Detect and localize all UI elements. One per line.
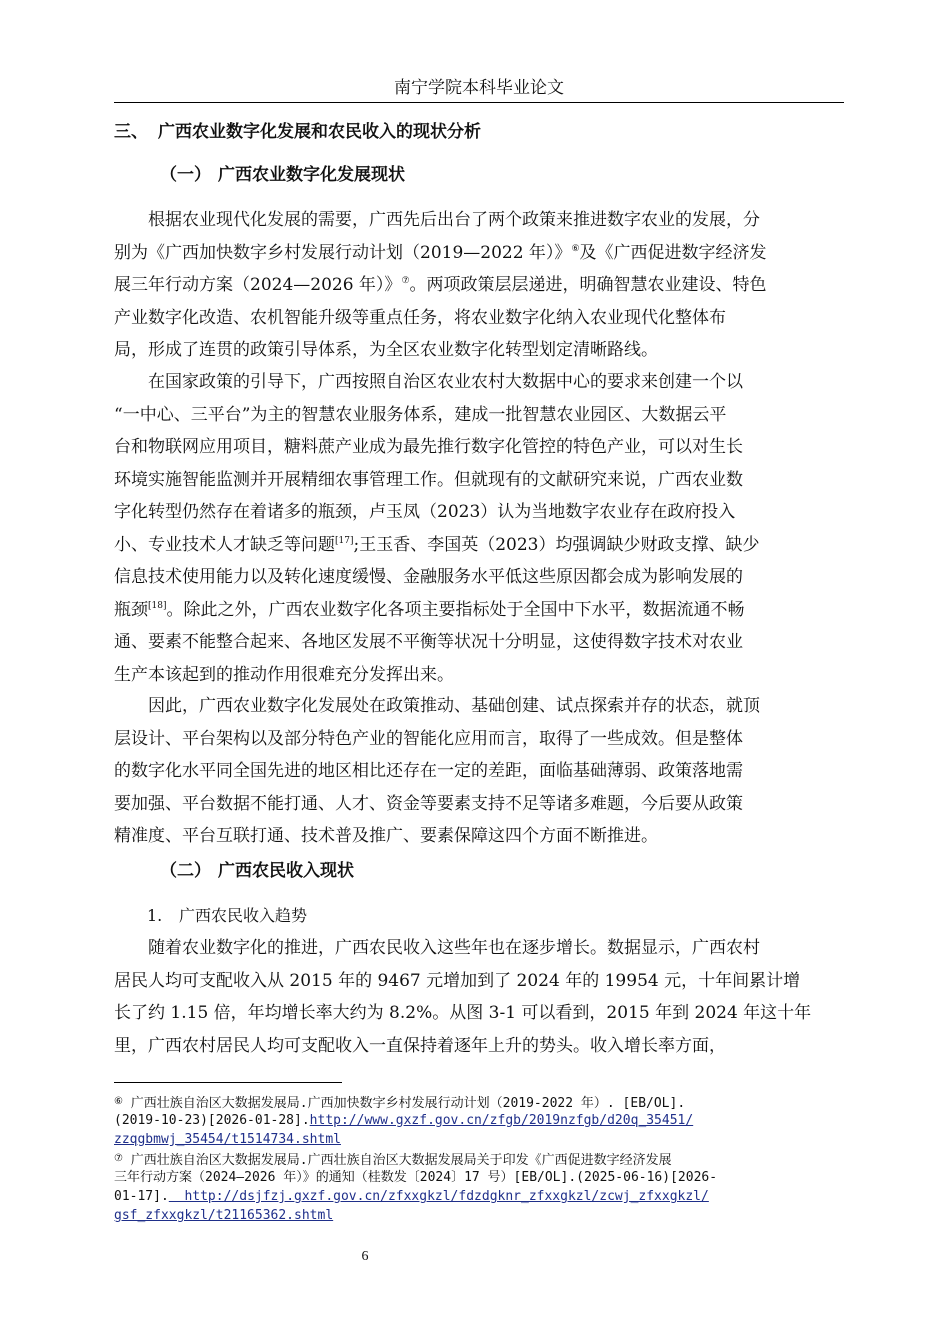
text-line: 瓶颈[18]。除此之外，广西农业数字化各项主要指标处于全国中下水平，数据流通不畅 <box>114 599 745 620</box>
subsection-heading-2 <box>160 857 354 885</box>
footnotes <box>114 1092 844 1225</box>
paragraph-status <box>114 366 844 691</box>
subsection-title: 广西农民收入现状 <box>218 861 354 881</box>
subsection-heading-1 <box>160 161 405 189</box>
text-line: 的数字化水平同全国先进的地区相比还存在一定的差距，面临基础薄弱、政策落地需 <box>114 761 743 781</box>
text-line: 因此，广西农业数字化发展处在政策推动、基础创建、试点探索并存的状态，就顶 <box>148 696 760 716</box>
section-title: 广西农业数字化发展和农民收入的现状分析 <box>158 122 481 142</box>
subsection-number: （一） <box>160 165 211 185</box>
subsection-number: （二） <box>160 861 211 881</box>
section-number: 三、 <box>114 122 148 142</box>
footnote-6-line-2: (2019-10-23)[2026-01-28].http://www.gxzf.gov.cn/zfgb/2019nzfgb/d20q_35451/ <box>114 1113 694 1128</box>
text-line: 长了约 1.15 倍，年均增长率大约为 8.2%。从图 3-1 可以看到，2015 年到 2024 年这十年 <box>114 1003 812 1023</box>
footnote-7: ⑦ 广西壮族自治区大数据发展局.广西壮族自治区大数据发展局关于印发《广西促进数字经济发展 <box>114 1153 672 1168</box>
footnote-7-link[interactable]: http://dsjfzj.gxzf.gov.cn/zfxxgkzl/fdzdgknr_zfxxgkzl/zcwj_zfxxgkzl/ <box>168 1189 709 1204</box>
footnote-7-line-3: 01-17]. http://dsjfzj.gxzf.gov.cn/zfxxgkzl/fdzdgknr_zfxxgkzl/zcwj_zfxxgkzl/ <box>114 1189 709 1204</box>
text-line: 生产本该起到的推动作用很难充分发挥出来。 <box>114 664 454 685</box>
subsubsection-heading <box>147 902 307 930</box>
text-line: 通、要素不能整合起来、各地区发展不平衡等状况十分明显，这使得数字技术对农业 <box>114 632 743 652</box>
text-line: 随着农业数字化的推进，广西农民收入这些年也在逐步增长。数据显示，广西农村 <box>148 938 760 958</box>
footnote-6-line-3 <box>114 1130 844 1149</box>
subsubsection-number: 1. <box>147 906 163 925</box>
footnote-mark: ⑥ <box>114 1096 123 1107</box>
text-line: 信息技术使用能力以及转化速度缓慢、金融服务水平低这些原因都会成为影响发展的 <box>114 567 743 587</box>
paragraph-income <box>114 932 844 1062</box>
subsection-title: 广西农业数字化发展现状 <box>218 165 405 185</box>
footnote-ref-6[interactable]: ⑥ <box>571 243 580 254</box>
section-heading <box>114 118 844 146</box>
paragraph-policy <box>114 204 844 367</box>
text-line: 小、专业技术人才缺乏等问题[17];王玉香、李国英（2023）均强调缺少财政支撑、缺少 <box>114 534 760 555</box>
text-line: 台和物联网应用项目，糖料蔗产业成为最先推行数字化管控的特色产业，可以对生长 <box>114 437 743 457</box>
text-line: 精准度、平台互联打通、技术普及推广、要素保障这四个方面不断推进。 <box>114 826 658 846</box>
footnote-6: ⑥ 广西壮族自治区大数据发展局.广西加快数字乡村发展行动计划（2019-2022 年）. [EB/OL]. <box>114 1096 686 1111</box>
footnote-7-line-2: 三年行动方案（2024—2026 年）》的通知（桂数发〔2024〕17 号）[EB/OL].(2025-06-16)[2026- <box>114 1170 718 1185</box>
text-line: 字化转型仍然存在着诸多的瓶颈，卢玉凤（2023）认为当地数字农业存在政府投入 <box>114 502 736 522</box>
citation-ref-18[interactable]: [18] <box>148 600 167 611</box>
paragraph-summary <box>114 690 844 853</box>
footnote-separator <box>114 1082 342 1083</box>
page-number: 6 <box>361 1249 369 1264</box>
text-line: 层设计、平台架构以及部分特色产业的智能化应用而言，取得了一些成效。但是整体 <box>114 728 743 749</box>
text-line: 要加强、平台数据不能打通、人才、资金等要素支持不足等诸多难题，今后要从政策 <box>114 793 743 814</box>
header-divider <box>114 102 844 103</box>
text-line: “一中心、三平台”为主的智慧农业服务体系，建成一批智慧农业园区、大数据云平 <box>114 404 727 425</box>
text-line: 里，广西农村居民人均可支配收入一直保持着逐年上升的势头。收入增长率方面， <box>114 1035 726 1056</box>
footnote-7-link-cont[interactable]: gsf_zfxxgkzl/t21165362.shtml <box>114 1208 334 1223</box>
subsubsection-title: 广西农民收入趋势 <box>179 906 308 925</box>
text-line: 环境实施智能监测并开展精细农事管理工作。但就现有的文献研究来说，广西农业数 <box>114 469 743 490</box>
footnote-mark: ⑦ <box>114 1153 123 1164</box>
text-line: 根据农业现代化发展的需要，广西先后出台了两个政策来推进数字农业的发展，分 <box>148 210 760 230</box>
text-line: 居民人均可支配收入从 2015 年的 9467 元增加到了 2024 年的 19954 元，十年间累计增 <box>114 970 801 991</box>
text-line: 产业数字化改造、农机智能升级等重点任务，将农业数字化纳入农业现代化整体布 <box>114 307 726 328</box>
text-line: 别为《广西加快数字乡村发展行动计划（2019—2022 年）》⑥及《广西促进数字经济发 <box>114 242 767 263</box>
citation-ref-17[interactable]: [17] <box>335 535 354 546</box>
running-header: 南宁学院本科毕业论文 <box>394 78 564 98</box>
footnote-7-line-4 <box>114 1206 844 1225</box>
text-line: 局，形成了连贯的政策引导体系，为全区农业数字化转型划定清晰路线。 <box>114 340 658 360</box>
footnote-ref-7[interactable]: ⑦ <box>401 276 410 286</box>
footnote-6-link[interactable]: http://www.gxzf.gov.cn/zfgb/2019nzfgb/d20q_35451/ <box>309 1113 694 1128</box>
text-line: 在国家政策的引导下，广西按照自治区农业农村大数据中心的要求来创建一个以 <box>148 372 743 392</box>
text-line: 展三年行动方案（2024—2026 年）》⑦。两项政策层层递进，明确智慧农业建设、特色 <box>114 275 767 295</box>
footnote-6-link-cont[interactable]: zzqgbmwj_35454/t1514734.shtml <box>114 1132 341 1147</box>
